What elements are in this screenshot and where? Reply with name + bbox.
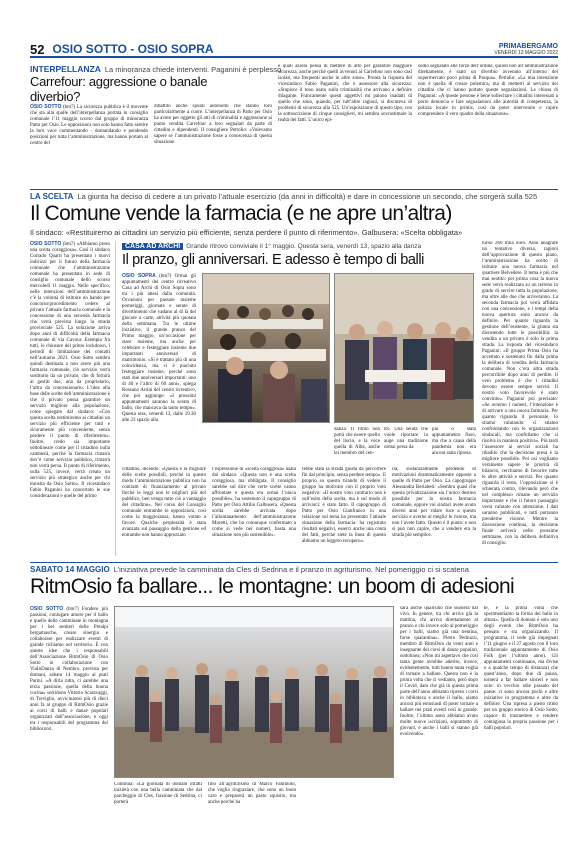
brand-name: PRIMABERGAMO bbox=[498, 43, 558, 50]
article-column: OSIO SOTTO (bm7) La sicurezza pubblica è il movente che sta alla spalle dell’interpellanza portata in consiglio comunale l’11 maggio scorso dal gruppo di minoranza Patto per Osio. Le opposizioni non solo hanno fatto sentire la loro voce commentando - domandando e pendendo posizioni per tutta l’amministrazione, ma hanno portato al centro del bbox=[30, 104, 148, 146]
photo-dining-hall bbox=[202, 273, 330, 423]
photo-image bbox=[115, 607, 394, 778]
article-carrefour bbox=[30, 64, 558, 186]
box-column: più o stata appuntamento fisso, ma che a causa della pandemia non era ancora stata ripresa. bbox=[432, 427, 476, 456]
photo-image bbox=[203, 274, 330, 423]
box-column: danza. Il ritmo non potrà che essere quello del liscio, e la voce quella di Alba, anche lei membro del cen- bbox=[334, 427, 380, 456]
article-column: OSIO SOTTO (bm7) «Abbiamo preso una scelta coraggiosa». Così il sindaco Corrado Quarti ha presentato i nuovi indirizzi per il futuro della farmacia comunale che l’amministrazione comunale ha presentato in sede di consiglio comunale dello scorso mercoledì 11 maggio. Nello specifico, nelle intenzioni dell’amministrazione c’è la volontà di istituire un bando per concorso/procedimento cedere al privato l’attuale farmacia comunale e la concessione di una seconda farmacia che verrà prevista lungo la strada provinciale 525. La soluzione arriva dopo anni di difficoltà della farmacia comunale di via Cavour. Esempio fra tutti, le chiusure del primo lockdown, i periodi di limitazione dei contatti nell’autunno 2021. Osio Sotto sembra quindi destinata a non avere più una farmacia comunale, ciò servizio verrà sostituito da un privato, che di fornirà ai gestiti due, una da proprietario, l’altra da concessionario. L’idea alla base delle scelte dell’amministrazione è che il privato possa garantire un servizio migliore alla popolazione, come spiegato dal sindaco: «Con questa scelta restituiremo ai cittadini un servizio più efficiente per tutti e sicuramente più conveniente, senza perdere il punto di riferimento». Inoltre, credo sia importante sottolineare come per il cittadino nulla cambierà, perché la farmacia rimarrà dov’è come servizio pubblico, rimarrà non verrà persa. Il punto di riferimento, sulla 525, invece, verrà creato un servizio più strategico anche per chi transita da Osio Sotto». Il vicesindaco Fabio Paganini ha concertato le sue considerazioni e quelle del primo bbox=[30, 241, 110, 499]
article-column: turno 260 mila euro. Anni anagrafe un tentativo diversa, ragioni dell’approvazione di questo piano, l’amministrazione ha scelto di istituire una nuova farmacia nel quartiere Belvedere. Il tema è più che mai sentito: per prima cosa la nuova sede verrà realizzata su un terreno in grado di servire tutta la popolazione, ma oltre alle due che arriveranno. La seconda farmacia poi verrà affidata con una concessione, e i tempi della nuova apertura sono ancora da definire. Per quanto riguarda la gestione dell’esistente, la giunta sta discutendo tutte le possibilità: la vendita a un privato è solo la prima strada. La risposta del vicesindaco Paganini: «Il gruppo Prima Osio ha accettato e sostenuto fin dalla prima la delibera di vendita della farmacia comunale. Non c’era altra strada percorribile dopo anni di perdite. Il vero problema è che i cittadini devono essere sempre serviti. Il nostro voto favorevole è stato convinto». Paganini poi precisato: «Se avremo i numeri, l’intenzione è di arrivare a una nuova farmacia. Per quanto riguarda il personale, lo stiamo valutando: ci stiamo confrontando con le organizzazioni sindacali, ma confidiamo che si risolva in maniera positiva». Più tardi l’assessore ai servizi sociali ha ribadito che la decisione presa è la migliore possibile. Poi osi vogliamo veramente sapere le priorità di bilancio, cerchiamo di favorire tutte le altre attività e servizi. Per quanto riguarda il resto, l’opposizione si è schierata contro, rilevando però che nel complesso rimane un servizio importante e che il futuro passaggio verrà valutato con attenzione. I dati saranno pubblicati, e tutti potranno prenderne visione. Mentre la discussione continua, la decisione finale arriverà nelle prossime settimane, con la delibera definitiva di consiglio. bbox=[482, 241, 558, 546]
kicker-tag: CASA AD ARCHI bbox=[122, 243, 183, 250]
article-column: fino all’agriturismo di Marco Fantinoni, che voglio ringraziare, che sono un buon caro e preparerà un pasto squisito, ma anche perché ha bbox=[208, 782, 296, 805]
article-column: te, è la prima volta che sperimentiamo la forma del ballo in altura». Quella di domani è solo uno degli eventi che RitmOsio ha pensato e sta organizzando. Il programma, il vede già impegnati l’11 giugno e il 27 agosto con il loro tradizionale appuntamento di Osio Folk (per l’ultimo anno). Gli appuntamenti continuano, ma divise e a qualche tempo di distanza) che quest’anno, dopo due di pausa, tornerà a far ballare sinceri e non solo: in vecchio stile passato del paese: ci sono ancora pochi e altre iniziative in programma e altre da definire. Una ripresa a pieno ritmo per un gruppo storico di Osio Sotto, capace di trasmettere e rendere contagiosa la propria passione per i balli popolari. bbox=[484, 606, 558, 731]
masthead bbox=[494, 43, 558, 56]
kicker-text: La minoranza chiede interventi. Paganini è perplesso bbox=[104, 65, 282, 74]
sidebar-box-casa-archi bbox=[115, 241, 477, 556]
article-column: dibattito anche spunti autonomi che stanno toro particolarmente a cuore. L’interpellanza di Patto per Osio ha avuto per oggetto gli atti di criminalità e aggressione ai punto vendita Carrefour a loro segnalati da parte di cittadini e dipendenti. Il consigliere Petrolio: «Volevamo sapere se l’amministrazione fosse a conoscenza di questa situazione bbox=[154, 104, 272, 145]
article-column: sodio segnalato alle forze dell’ordine, quindi non all’amministrazione direttamente, è stato un diverbio avvenuto all’interno del supermercato poco prima di Pasqua». Petralio: «La mia intenzione non è quella di creare polemica, ma di metterti al servizio dei cittadini che ci hanno portato queste segnalazioni. La chiosa di Paganini: «A queste persone è bene sollecitare i cittadini interessati a porre denuncia e fare segnalazioni alle autorità di competenza, la polizia locale in primis, così da poter intervenire e capire comprendere il vero quadro della situazione». bbox=[418, 64, 558, 117]
kicker-text: L’iniziativa prevede la camminata da Cles di Sedrina e il pranzo in agriturismo. Nel pomeriggio ci si scatena bbox=[113, 565, 469, 574]
article-deck: Il sindaco: «Restituiremo ai cittadini un servizio più efficiente, senza perdere il punto di riferimento». Galbusera: «Scelta obbligata» bbox=[30, 228, 463, 237]
article-column: e quali azioni pensa di mettere in atto per garantire maggiore sicurezza, anche perché quelli avvenuti al Carrefour non sono casi isolati, ma frequenti anche in altre zone». Pronta la risposta del vicesindaco Fabio Paganini, che è assessore alla sicurezza: «Stupisce il tono usato sulla criminalità che arrivano a definire dilagante. Francamente questi aggettivi mi paiono inadatti di quello che sono, quando, per tutt’altre ragioni, si discuteva di problemi di sicurezza alla 525. Un’esposizione di questo tipo, con la sottoscrizione di cinque consiglieri, mi sembra sovrastimare la realtà dei fatti. L’unico epi- bbox=[278, 64, 412, 123]
photo-dancers-hall bbox=[114, 606, 394, 778]
byline: OSIO SOPRA bbox=[122, 273, 156, 279]
article-headline: Il Comune vende la farmacia (e ne apre un’altra) bbox=[30, 202, 452, 225]
article-kicker bbox=[30, 565, 469, 574]
issue-date: VENERDÌ 13 MAGGIO 2022 bbox=[494, 50, 558, 56]
page-header bbox=[30, 44, 558, 58]
byline: OSIO SOTTO bbox=[30, 104, 62, 110]
article-column: ria, sostanzialmente perdendo di motivazioni drammaticamente opposte a quelle di Patto per Osio. La capogruppo Alessandra Beriabeti: «Sembra quasi che questa privatizzazione sia l’unico destino possibile per la nostra farmacia comunale, eppure voi sindaci avete avuto diversi anni per ridare luce a questo servizio e averne al meglio le risorse, ma non l’avete fatto. Questo è il punto: e non si può non capire, che a vendere era la strada più semplice. bbox=[392, 467, 476, 538]
kicker-tag: LA SCELTA bbox=[30, 192, 74, 201]
article-kicker bbox=[30, 64, 281, 74]
kicker-tag: INTERPELLANZA bbox=[30, 64, 101, 74]
article-kicker bbox=[30, 192, 537, 201]
article-column: OSIO SOTTO (bm7) Fondere più passioni, coniugare amore per il ballo e quello delle camminate in montagna per i bei sentieri delle Prealpi bergamasche, creare sinergia e collaborare per realizzare eventi di grande richiamo nel territorio. È con queste idee che i responsabili dell’Associazione RitmOsio di Osio Sotto in collaborazione con ViaInDanza di Nembro, prevista per domani, sabato 14 maggio al pratì Parini. «A dirla tutta, ci sarebbe una terza passione, quella della buona cucina» sorridono Vittorio Scaravaggi, di Treviglio, avvicinatosi più di dieci anni fa al gruppo di RitmOsio grazie ai corsi di balli e danze popolari organizzati dall’associazione, e oggi tra i responsabili del programma dei bibliocorsi. bbox=[30, 606, 108, 732]
photo-anniversary-couples bbox=[334, 273, 474, 423]
section-title: OSIO SOTTO - OSIO SOPRA bbox=[52, 42, 214, 56]
article-column: sarà anche qualcuno che suonerà dal vivo. In genere, tra chi arriva già la mattina, chi arriva direttamente al pranzo e chi invece solo al pomeriggio per i balli, siamo già una trentina, forse quarantina». Pietro Pedruzzi, membro di RitmOsio da venti anni e insegnante dei corsi di danze popolari, sottolinea: «Non mi aspettavo che così tanta gente avrebbe aderito, invece, evidentemente, tutti hanno tanta voglia di tornare a ballare. Questa non è la prima volta che ci vediamo, però dopo il Covid, dato che già in questa prima parte dell’anno abbiamo ripreso i corsi in biblioteca e anche il ballo, siamo ancora più entusiasti di poter tornare a ballare nei prati eventi così in grande. Inoltre, l’ultimo anno abbiamo avuto molte nuove iscrizioni, soprattutto di giovani, e anche i balli si stanno già evolvendo». bbox=[400, 606, 478, 737]
kicker-text: La giunta ha deciso di cedere a un privato l’attuale esercizio (da anni in difficoltà) e dare in concessione un secondo, che sorgerà sulla 525 bbox=[77, 192, 538, 201]
page-number: 52 bbox=[30, 42, 45, 57]
section-divider bbox=[30, 562, 558, 563]
photo-image bbox=[335, 274, 474, 423]
article-headline: Carrefour: aggressione o banale diverbio? bbox=[30, 74, 208, 104]
article-column: Continua: «La giornata di domani infatti inizierà con una bella camminata che dal parcheggio di Cles, frazione di Sedrina, ci porterà bbox=[114, 782, 202, 805]
article-column: rebbe stata la strada giusta da percorrere fin dal principio, senza perdere tempo». E proprio su questo tirando di vedere il gruppo ha motivato con il proprio voto negativo: «Il nostro voto contrario non è sull’esito della scelta, ma è sul modo di arrivarci: è stato fatto. Il capogruppo di Patto per Osio Gianfranco in una relazione sul tema ha presentato l’attuale situazione della farmacia: ha registrato risultati negativi, esserci anche una conta dei fatti, perché siete la linea di questo abbiamo un leggero recupero». bbox=[302, 467, 386, 544]
kicker-text: Grande ritrovo conviviale il 1° maggio. Questa sera, venerdì 13, spazio alla danza bbox=[186, 243, 422, 250]
article-column: l’espressione di «scelta coraggiosa» usata dal sindaco. «Questa non è una scelta coraggiosa, ma obbligata. Il consiglio sarebbe sul dire che certe scelte vanno affrontate e questa era ormai l’unica possibile», ha sostenuto il capogruppo di Patto per Osio Attilio Galbusera. «Questa scelta sarebbe arrivata dopo l’allontanamento dell’amministrazione Moretti, che ha comunque confermato a come si vede nei numeri, basta una situazione non più sostenibile». bbox=[212, 467, 296, 538]
article-headline: RitmOsio fa ballare... le montagne: un boom di adesioni bbox=[30, 575, 515, 598]
box-column: tro. Una serata che vuole riportare in auge una tradizione ormai persa da bbox=[384, 427, 428, 450]
section-divider bbox=[30, 189, 558, 190]
box-column: OSIO SOPRA (bm7) Ormai gli appuntamenti del centro ricreativo Casa ad Archi di Osio Sopra sono tra i più attesi dalla comunità. Occasioni per passare insieme pomeriggi, giornate e serate di divertimento che vadano al di là del giocare a carte, attività più quotata della settimana. Tra le ultime iniziative, il grande pranzo del Primo maggio, un’occasione per stare insieme, ma anche per celebrare e festeggiare insieme due importanti anniversari di matrimonio. «Si è trattato più di una coincidenza, ma ci è piaciuto festeggiare insieme, perché sono stati due anniversari importanti: uno di 40 e l’altro di 60 anni», spiega Rossano Arrini del centro ricreativo, che poi aggiunge: «I prossimi appuntamenti saranno la serata di ballo, che mancava da tanto tempo». Questa sera, venerdì 13, dalle 19.30 alle 23 spazio alla bbox=[122, 273, 196, 423]
box-headline: Il pranzo, gli anniversari. E adesso è tempo di balli bbox=[122, 252, 424, 268]
box-kicker bbox=[122, 243, 421, 250]
article-column: cittadino, dicendo: «Questa è la migliore delle scelte possibili, perché in questo modo l’amministrazione pubblica non ha contratti di finanziamento al privato finché le leggi non le migliori più del pubblico, ben venga tutto ciò a vantaggio del cittadino». Nel corso del Consiglio comunale entrambe le opposizioni, così come la maggioranza, hanno votato a favore. Qualche perplessità è stata avanzata sul passaggio della gestione ed entrambe non hanno apprezzato bbox=[122, 467, 206, 538]
kicker-tag: SABATO 14 MAGGIO bbox=[30, 565, 110, 574]
byline: OSIO SOTTO bbox=[30, 241, 62, 247]
byline: OSIO SOTTO bbox=[30, 606, 64, 612]
